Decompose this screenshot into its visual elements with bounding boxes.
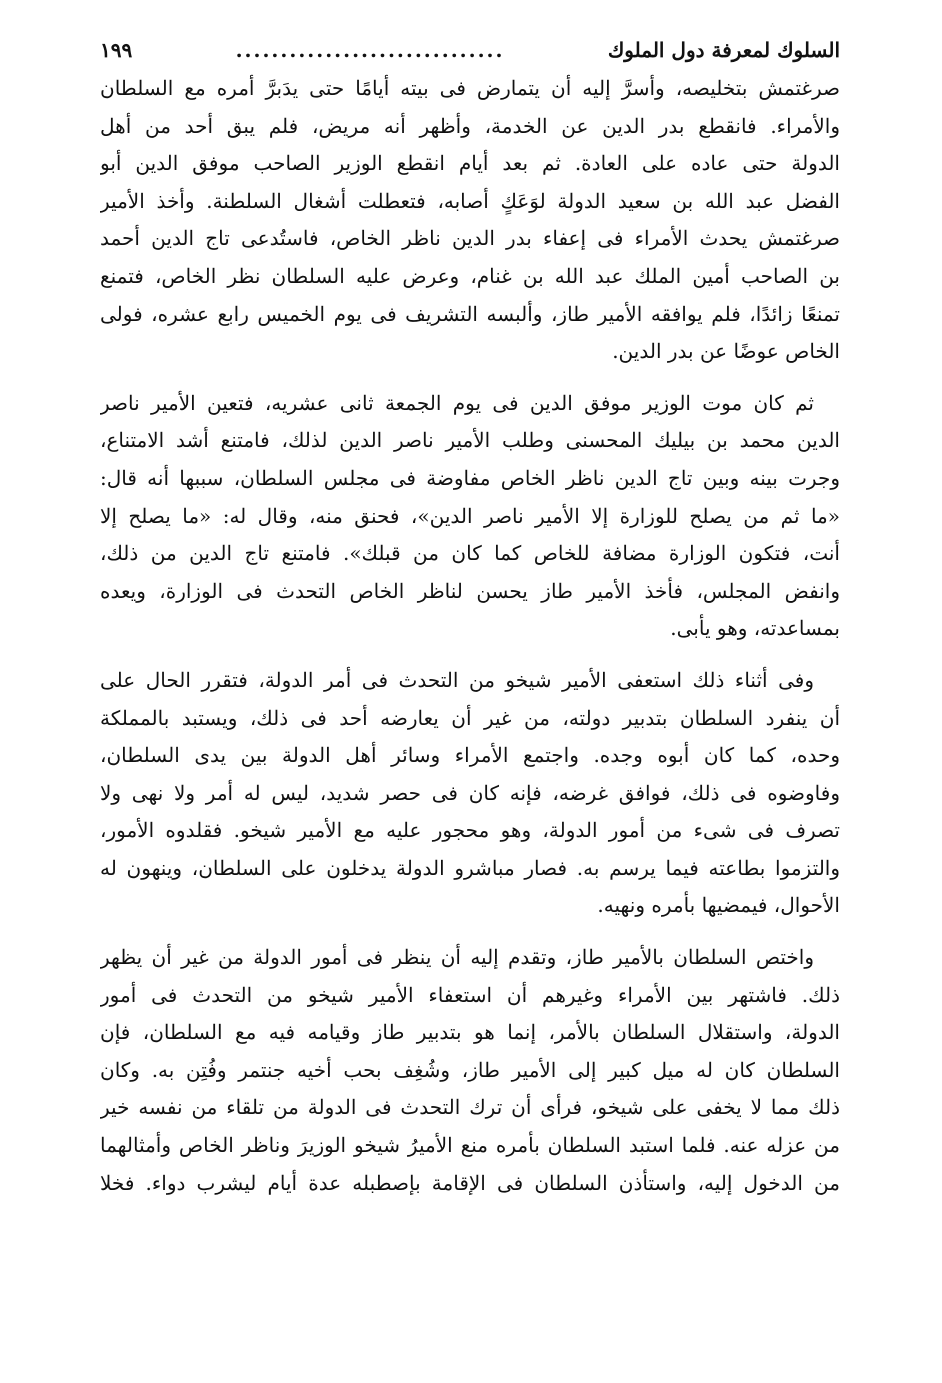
text-line: أن ينفرد السلطان بتدبير دولته، من غير أن يعارضه أحد فى ذلك، ويستبد بالمملكة — [100, 705, 840, 730]
paragraph-4 — [100, 939, 840, 1202]
paragraph-3 — [100, 662, 840, 925]
text-line: «ما ثم من يصلح للوزارة إلا الأمير ناصر الدين»، فحنق منه، وقال له: «ما يصلح إلا — [100, 503, 840, 528]
text-line: الفضل عبد الله بن سعيد الدولة لوَعَكٍ أصابه، فتعطلت أشغال السلطنة. وأخذ الأمير — [100, 188, 840, 213]
text-line: وانفض المجلس، فأخذ الأمير طاز يحسن لناظر الخاص التحدث فى الوزارة، ويعده — [100, 578, 840, 603]
text-line: والتزموا بطاعته فيما يرسم به. فصار مباشرو الدولة يدخلون على السلطان، وينهون له — [100, 855, 840, 880]
text-line: وجرت بينه وبين تاج الدين ناظر الخاص مفاوضة فى مجلس السلطان، سببها أنه قال: — [100, 465, 840, 490]
text-line: ذلك. فاشتهر بين الأمراء وغيرهم أن استعفاء الأمير شيخو من التحدث فى أمور — [100, 982, 840, 1007]
text-line: صرغتمش بتخليصه، وأسرَّ إليه أن يتمارض فى بيته أيامًا حتى يدَبرَّ أمره مع السلطان — [100, 76, 840, 100]
book-page — [100, 30, 840, 1202]
text-line: من عزله عنه. فلما استبد السلطان بأمره منع الأميرُ شيخو الوزيرَ وناظر الخاص وأمثالهما — [100, 1133, 840, 1158]
text-line: الدين محمد بن بيليك المحسنى وطلب الأمير ناصر الدين لذلك، فامتنع أشد الامتناع، — [100, 428, 840, 453]
text-line: ذلك مما لا يخفى على شيخو، فرأى أن ترك التحدث فى الدولة من تلقاء من نفسه خير — [100, 1095, 840, 1120]
text-line: وفى أثناء ذلك استعفى الأمير شيخو من التحدث فى أمر الدولة، فتقرر الحال على — [100, 667, 814, 692]
running-title: السلوك لمعرفة دول الملوك — [607, 38, 840, 62]
dot-leader: .............................. — [235, 38, 505, 62]
text-line: أنت، فتكون الوزارة مضافة للخاص كما كان من قبلك». فامتنع تاج الدين من ذلك، — [100, 541, 840, 566]
text-line: وحده، كما كان أبوه وجده. واجتمع الأمراء وسائر أهل الدولة بين يدى السلطان، — [100, 743, 840, 768]
text-line: السلطان كان له ميل كبير إلى الأمير طاز، وشُغِف بحب أخيه جنتمر وفُتِن به. وكان — [100, 1057, 840, 1082]
running-header — [100, 30, 840, 70]
paragraph-2 — [100, 385, 840, 648]
text-line: الدولة، واستقلال السلطان بالأمر، إنما هو بتدبير طاز وقيامه فيه مع السلطان، فإن — [100, 1020, 840, 1045]
text-line: الدولة حتى عاده على العادة. ثم بعد أيام انقطع الوزير الصاحب موفق الدين أبو — [100, 151, 840, 176]
text-line: والأمراء. فانقطع بدر الدين عن الخدمة، وأظهر أنه مريض، فلم يبق أحد من أهل — [100, 113, 840, 138]
text-line: ثم كان موت الوزير موفق الدين فى يوم الجمعة ثانى عشريه، فتعين الأمير ناصر — [100, 390, 814, 415]
text-line: تصرف فى شىء من أمور الدولة، وهو محجور عليه مع الأمير شيخو. فقلدوه الأمور، — [100, 818, 840, 843]
text-line: تمنعًا زائدًا، فلم يوافقه الأمير طاز، وألبسه التشريف فى يوم الخميس رابع عشره، فولى — [100, 301, 840, 326]
text-line: وفاوضوه فى ذلك، فوافق غرضه، فإنه كان فى حصر شديد، ليس له أمر ولا نهى ولا — [100, 780, 840, 805]
text-line: الأحوال، فيمضيها بأمره ونهيه. — [597, 893, 840, 918]
text-line: واختص السلطان بالأمير طاز، وتقدم إليه أن ينظر فى أمور الدولة من غير أن يظهر — [100, 945, 814, 970]
text-line: بمساعدته، وهو يأبى. — [670, 616, 840, 641]
text-line: الخاص عوضًا عن بدر الدين. — [612, 339, 840, 364]
text-line: من الدخول إليه، واستأذن السلطان فى الإقامة بإصطبله عدة أيام ليشرب دواء. فخلا — [100, 1170, 840, 1195]
text-line: بن الصاحب أمين الملك عبد الله بن غنام، وعرض عليه السلطان نظر الخاص، فتمنع — [100, 263, 840, 288]
page-number: ١٩٩ — [100, 38, 133, 62]
paragraph-1 — [100, 70, 840, 371]
text-line: صرغتمش يحدث الأمراء فى إعفاء بدر الدين ناظر الخاص، فاستُدعى تاج الدين أحمد — [100, 226, 840, 251]
